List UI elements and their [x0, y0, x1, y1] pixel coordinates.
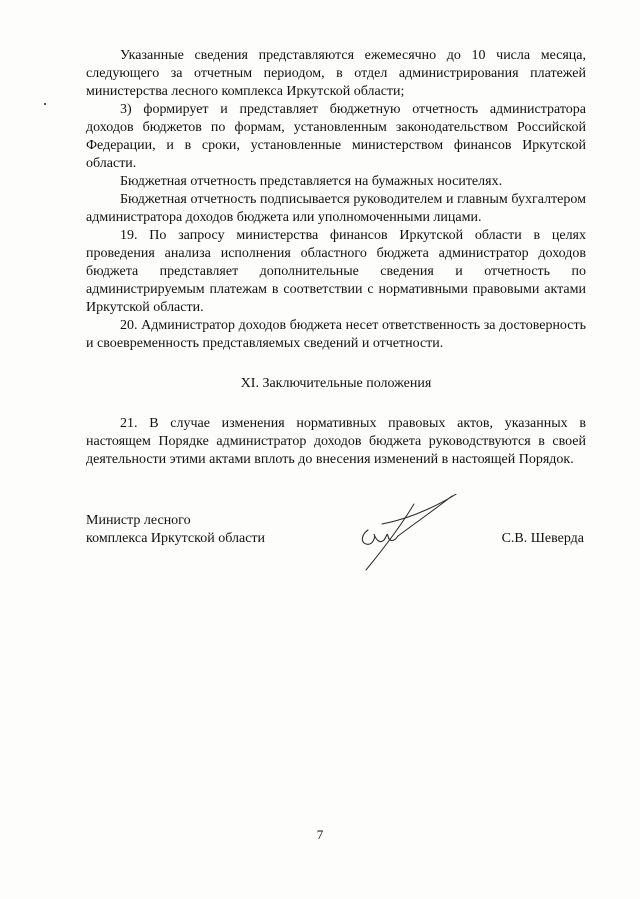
- paragraph-reporting-deadline: Указанные сведения представляются ежемесячно до 10 числа месяца, следующего за отчетным периодом, в отдел администрирования платежей министерства лесного комплекса Иркутской области;: [86, 48, 586, 99]
- paragraph-paper-media: Бюджетная отчетность представляется на бумажных носителях.: [120, 174, 503, 189]
- paragraph-item-3: 3) формирует и представляет бюджетную отчетность администратора доходов бюджетов по формам, установленным законодательством Российской Федерации, и в сроки, установленные министерством финансов Иркутской области.: [86, 102, 586, 171]
- paragraph-item-21: 21. В случае изменения нормативных правовых актов, указанных в настоящем Порядке администратор доходов бюджета руководствуются в своей деятельности этими актами вплоть до внесения изменений в настоящей Порядок.: [86, 416, 586, 467]
- paragraph-signing: Бюджетная отчетность подписывается руководителем и главным бухгалтером администратора доходов бюджета или уполномоченными лицами.: [86, 192, 586, 225]
- signatory-name: С.В. Шеверда: [501, 531, 584, 546]
- paragraph-item-19: 19. По запросу министерства финансов Иркутской области в целях проведения анализа исполнения областного бюджета администратор доходов бюджета представляет дополнительные сведения и отчетность по администрируемым платежам в соответствии с нормативными правовыми актами Иркутской области.: [86, 228, 586, 315]
- paragraph-item-20: 20. Администратор доходов бюджета несет ответственность за достоверность и своевременность представляемых сведений и отчетности.: [86, 318, 586, 351]
- signature-block: [86, 512, 586, 592]
- handwritten-signature-icon: [354, 494, 474, 584]
- signatory-title-line-1: Министр лесного: [86, 513, 191, 528]
- document-body: [86, 47, 586, 469]
- page-number: 7: [316, 827, 324, 842]
- scan-speck: [44, 103, 46, 105]
- signatory-title-line-2: комплекса Иркутской области: [86, 531, 266, 546]
- section-heading: XI. Заключительные положения: [240, 376, 432, 391]
- signatory-title: [86, 512, 265, 548]
